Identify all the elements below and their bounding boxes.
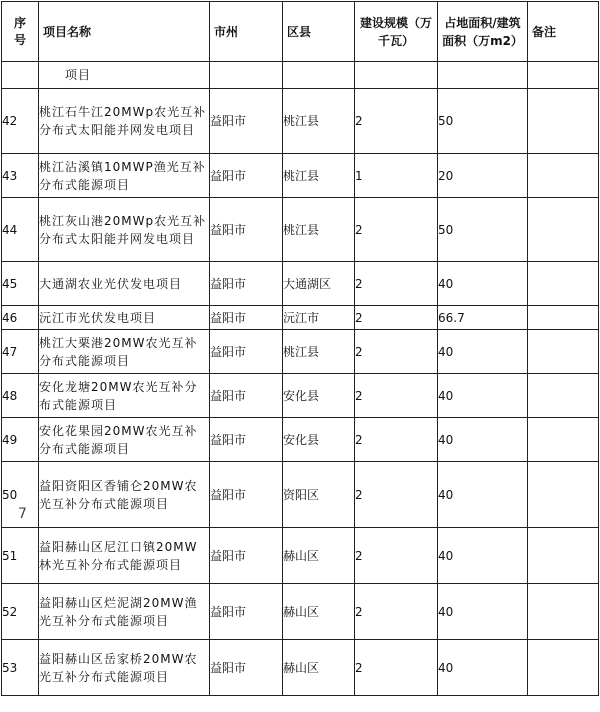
table-row	[2, 330, 599, 374]
row-project-name: 安化龙塘20MW农光互补分布式能源项目	[39, 374, 210, 418]
row-scale: 1	[355, 154, 438, 198]
row-project-name: 桃江大栗港20MW农光互补分布式能源项目	[39, 330, 210, 374]
row-city: 益阳市	[210, 584, 283, 640]
row-city: 益阳市	[210, 154, 283, 198]
table-row	[2, 89, 599, 154]
header-name: 项目名称	[39, 2, 210, 62]
row-county: 大通湖区	[283, 262, 355, 306]
header-scale: 建设规模（万千瓦）	[355, 2, 438, 62]
row-project-name: 安化花果园20MW农光互补分布式能源项目	[39, 418, 210, 462]
header-area: 占地面积/建筑面积（万m2）	[438, 2, 528, 62]
row-area: 40	[438, 330, 528, 374]
row-project-name: 大通湖农业光伏发电项目	[39, 262, 210, 306]
row-county: 安化县	[283, 374, 355, 418]
row-note	[528, 374, 599, 418]
row-county: 赫山区	[283, 528, 355, 584]
row-county: 桃江县	[283, 330, 355, 374]
row-area: 40	[438, 640, 528, 696]
row-note	[528, 89, 599, 154]
header-no: 序号	[2, 2, 39, 62]
row-scale: 2	[355, 306, 438, 330]
row-no: 47	[2, 330, 39, 374]
row-no: 51	[2, 528, 39, 584]
row-note	[528, 528, 599, 584]
row-city: 益阳市	[210, 374, 283, 418]
row-no: 53	[2, 640, 39, 696]
header-row	[2, 2, 599, 62]
row-city: 益阳市	[210, 462, 283, 528]
row-project-name: 桃江沾溪镇10MWP渔光互补分布式能源项目	[39, 154, 210, 198]
row-scale: 2	[355, 89, 438, 154]
row-area: 40	[438, 374, 528, 418]
row-project-name: 益阳赫山区岳家桥20MW农光互补分布式能源项目	[39, 640, 210, 696]
row-area: 40	[438, 528, 528, 584]
row-note	[528, 462, 599, 528]
row-note	[528, 640, 599, 696]
table-row	[2, 528, 599, 584]
row-project-name: 益阳赫山区尼江口镇20MW林光互补分布式能源项目	[39, 528, 210, 584]
row-area: 66.7	[438, 306, 528, 330]
row-county: 沅江市	[283, 306, 355, 330]
row-area: 40	[438, 262, 528, 306]
row-note	[528, 306, 599, 330]
row-no: 42	[2, 89, 39, 154]
row-no: 44	[2, 198, 39, 262]
row-no: 50	[2, 462, 39, 528]
row-area: 40	[438, 418, 528, 462]
continuation-row	[2, 62, 599, 89]
row-area: 50	[438, 198, 528, 262]
table-row	[2, 154, 599, 198]
row-area: 40	[438, 462, 528, 528]
row-city: 益阳市	[210, 306, 283, 330]
row-note	[528, 418, 599, 462]
row-city: 益阳市	[210, 89, 283, 154]
row-no: 45	[2, 262, 39, 306]
row-scale: 2	[355, 418, 438, 462]
row-county: 资阳区	[283, 462, 355, 528]
row-note	[528, 262, 599, 306]
row-city: 益阳市	[210, 198, 283, 262]
table-row	[2, 198, 599, 262]
row-county: 赫山区	[283, 584, 355, 640]
stray-mark: 7	[18, 506, 27, 522]
row-note	[528, 584, 599, 640]
row-scale: 2	[355, 330, 438, 374]
row-note	[528, 330, 599, 374]
row-scale: 2	[355, 640, 438, 696]
row-area: 20	[438, 154, 528, 198]
row-area: 50	[438, 89, 528, 154]
row-project-name: 益阳赫山区烂泥湖20MW渔光互补分布式能源项目	[39, 584, 210, 640]
project-table	[1, 1, 599, 696]
row-no: 43	[2, 154, 39, 198]
row-project-name: 桃江灰山港20MWp农光互补分布式太阳能并网发电项目	[39, 198, 210, 262]
row-no: 46	[2, 306, 39, 330]
row-no: 52	[2, 584, 39, 640]
row-county: 桃江县	[283, 89, 355, 154]
row-area: 40	[438, 584, 528, 640]
row-city: 益阳市	[210, 262, 283, 306]
header-county: 区县	[283, 2, 355, 62]
row-city: 益阳市	[210, 640, 283, 696]
row-county: 桃江县	[283, 198, 355, 262]
table-row	[2, 584, 599, 640]
row-project-name: 桃江石牛江20MWp农光互补分布式太阳能并网发电项目	[39, 89, 210, 154]
table-row	[2, 462, 599, 528]
row-county: 赫山区	[283, 640, 355, 696]
row-scale: 2	[355, 198, 438, 262]
row-city: 益阳市	[210, 528, 283, 584]
row-scale: 2	[355, 374, 438, 418]
row-city: 益阳市	[210, 330, 283, 374]
row-no: 49	[2, 418, 39, 462]
table-row	[2, 640, 599, 696]
row-project-name: 益阳资阳区香铺仑20MW农光互补分布式能源项目	[39, 462, 210, 528]
table-row	[2, 418, 599, 462]
row-scale: 2	[355, 528, 438, 584]
table-row	[2, 306, 599, 330]
row-note	[528, 154, 599, 198]
header-city: 市州	[210, 2, 283, 62]
row-project-name: 沅江市光伏发电项目	[39, 306, 210, 330]
row-county: 桃江县	[283, 154, 355, 198]
table-row	[2, 262, 599, 306]
row-scale: 2	[355, 462, 438, 528]
row-county: 安化县	[283, 418, 355, 462]
continuation-name: 项目	[39, 62, 210, 89]
row-note	[528, 198, 599, 262]
row-city: 益阳市	[210, 418, 283, 462]
row-scale: 2	[355, 584, 438, 640]
row-no: 48	[2, 374, 39, 418]
header-note: 备注	[528, 2, 599, 62]
table-row	[2, 374, 599, 418]
row-scale: 2	[355, 262, 438, 306]
